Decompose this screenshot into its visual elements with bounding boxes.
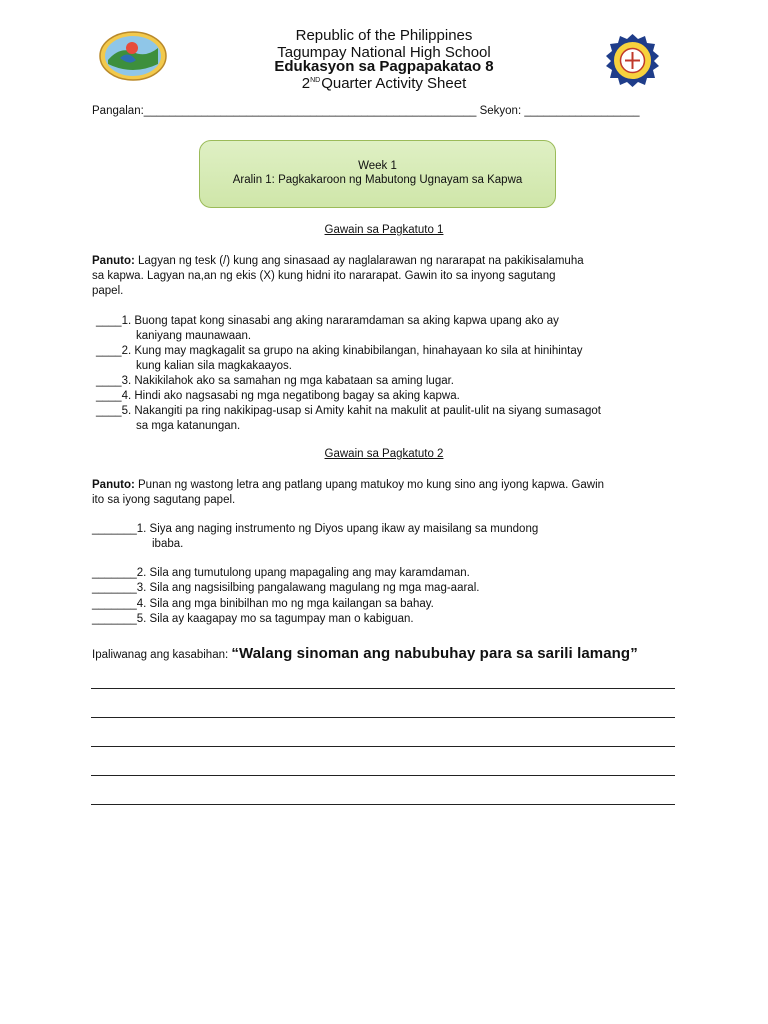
answer-line-3[interactable] xyxy=(91,746,675,747)
aralin-title: Aralin 1: Pagkakaroon ng Mabutong Ugnayam sa Kapwa xyxy=(232,174,523,186)
gawain1-panuto-line3: papel. xyxy=(92,285,124,297)
gawain1-item-2-line2: kung kalian sila magkakaayos. xyxy=(136,360,292,372)
answer-line-1[interactable] xyxy=(91,688,675,689)
gawain2-title: Gawain sa Pagkatuto 2 xyxy=(324,448,444,460)
gawain2-item-2: _______2. Sila ang tumutulong upang mapagaling ang may karamdaman. xyxy=(92,567,470,579)
gawain1-panuto-line2: sa kapwa. Lagyan na,an ng ekis (X) kung hidni ito nararapat. Gawin ito sa inyong sagutang xyxy=(92,270,556,282)
gawain1-item-4: ____4. Hindi ako nagsasabi ng mga negatibong bagay sa aking kapwa. xyxy=(96,390,460,402)
sekyon-label: Sekyon: xyxy=(479,105,522,117)
week-label: Week 1 xyxy=(358,160,397,172)
gawain1-title: Gawain sa Pagkatuto 1 xyxy=(324,224,444,236)
pangalan-field[interactable]: ____________________________________________________ xyxy=(143,105,477,117)
header-quarter xyxy=(0,75,768,92)
quarter-suffix: ND xyxy=(310,77,321,84)
pangalan-label: Pangalan: xyxy=(92,105,144,117)
gawain1-item-2 xyxy=(96,344,583,374)
gawain2-instructions xyxy=(92,478,662,508)
gawain2-item-5: _______5. Sila ay kaagapay mo sa tagumpay man o kabiguan. xyxy=(92,613,414,625)
answer-line-5[interactable] xyxy=(91,804,675,805)
gawain1-item-2-line1: ____2. Kung may magkagalit sa grupo na aking kinabibilangan, hinahayaan ko sila at hinihintay xyxy=(96,345,583,357)
header-republic: Republic of the Philippines xyxy=(295,27,473,44)
gawain1-item-3: ____3. Nakikilahok ako sa samahan ng mga kabataan sa aming lugar. xyxy=(96,375,455,387)
gawain1-item-1-line1: ____1. Buong tapat kong sinasabi ang aking nararamdaman sa aking kapwa upang ako ay xyxy=(96,315,559,327)
quarter-number: 2 xyxy=(301,75,311,92)
gawain1-item-1-line2: kaniyang maunawaan. xyxy=(136,330,252,342)
gawain1-instructions xyxy=(92,254,662,299)
gawain2-item-4: _______4. Sila ang mga binibilhan mo ng mga kailangan sa bahay. xyxy=(92,598,434,610)
week-banner xyxy=(199,140,556,208)
header-subject: Edukasyon sa Pagpapakatao 8 xyxy=(274,58,494,75)
gawain1-panuto-label: Panuto: xyxy=(92,255,135,267)
gawain1-item-5-line2: sa mga katanungan. xyxy=(136,420,241,432)
gawain2-item-1 xyxy=(92,522,538,552)
quote-row xyxy=(92,645,638,662)
name-section-row xyxy=(92,105,639,117)
gawain2-panuto-line2: ito sa iyong sagutang papel. xyxy=(92,494,236,506)
gawain2-item-1-line1: _______1. Siya ang naging instrumento ng Diyos upang ikaw ay maisilang sa mundong xyxy=(92,523,539,535)
gawain2-panuto-label: Panuto: xyxy=(92,479,135,491)
gawain1-panuto-line1: Lagyan ng tesk (/) kung ang sinasaad ay naglalarawan ng nararapat na pakikisalamuha xyxy=(134,255,584,267)
quarter-text: Quarter Activity Sheet xyxy=(321,75,467,92)
gawain2-panuto-line1: Punan ng wastong letra ang patlang upang matukoy mo kung sino ang iyong kapwa. Gawin xyxy=(134,479,605,491)
gawain1-item-5 xyxy=(96,404,601,434)
answer-line-2[interactable] xyxy=(91,717,675,718)
gawain1-item-1 xyxy=(96,314,559,344)
answer-line-4[interactable] xyxy=(91,775,675,776)
gawain2-item-1-line2: ibaba. xyxy=(152,538,184,550)
header-school-name: Tagumpay National High School xyxy=(277,44,491,61)
gawain2-item-3: _______3. Sila ang nagsisilbing pangalawang magulang ng mga mag-aaral. xyxy=(92,582,480,594)
sekyon-field[interactable]: __________________ xyxy=(524,105,640,117)
quote-label: Ipaliwanag ang kasabihan: xyxy=(92,649,232,661)
gawain1-item-5-line1: ____5. Nakangiti pa ring nakikipag-usap si Amity kahit na makulit at paulit-ulit na siyang sumasagot xyxy=(96,405,602,417)
quote-text: “Walang sinoman ang nabubuhay para sa sarili lamang” xyxy=(231,645,638,662)
